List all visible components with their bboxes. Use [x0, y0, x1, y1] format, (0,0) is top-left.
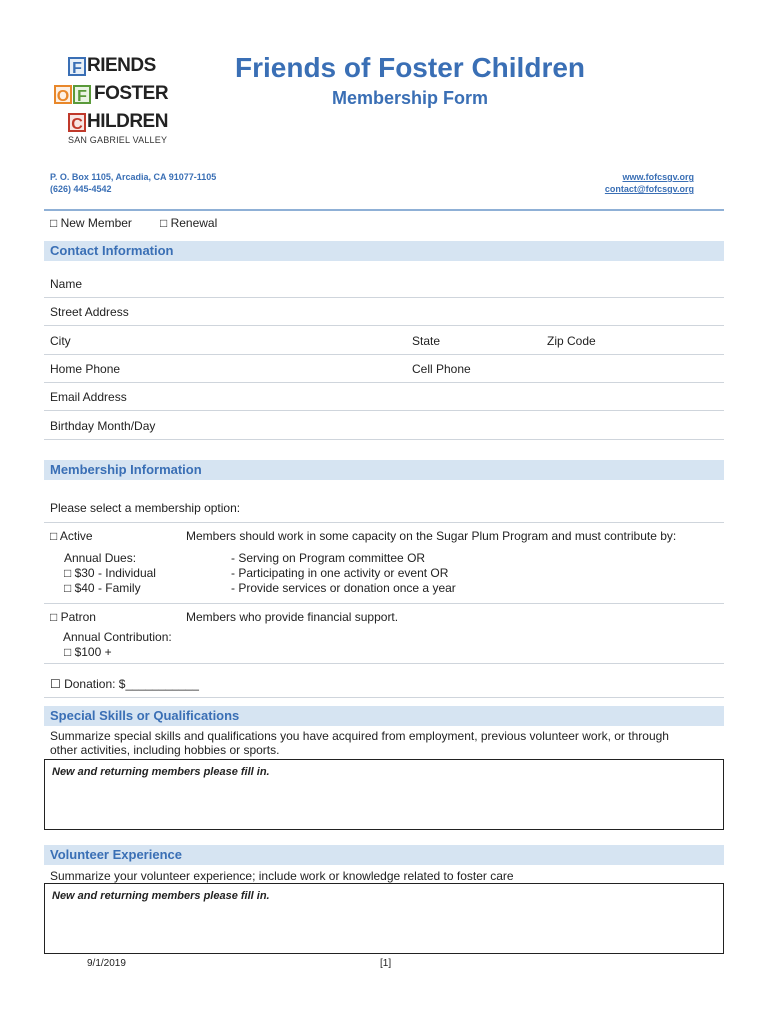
home-phone-label: Home Phone	[50, 362, 121, 376]
divider	[44, 663, 724, 664]
family-checkbox[interactable]: □ $40 - Family	[64, 581, 141, 595]
links-block	[605, 171, 694, 195]
skills-textarea[interactable]	[44, 759, 724, 830]
hundred-checkbox[interactable]: □ $100 +	[64, 645, 112, 659]
email-link[interactable]: contact@fofcsgv.org	[604, 184, 694, 194]
logo-word-hildren: HILDREN	[87, 111, 168, 132]
logo-block-f2: F	[73, 85, 91, 104]
birthday-row[interactable]	[44, 412, 724, 440]
membership-prompt: Please select a membership option:	[50, 501, 241, 515]
address-line: P. O. Box 1105, Arcadia, CA 91077-1105	[50, 172, 217, 182]
page-subtitle: Membership Form	[331, 88, 489, 108]
skills-description-2: other activities, including hobbies or sports.	[50, 743, 280, 757]
divider	[44, 697, 724, 698]
volunteer-section-heading: Volunteer Experience	[44, 845, 724, 865]
individual-checkbox[interactable]: □ $30 - Individual	[64, 566, 156, 580]
logo-block-c: C	[68, 113, 86, 132]
membership-section-heading: Membership Information	[44, 460, 724, 480]
patron-description: Members who provide financial support.	[186, 610, 399, 624]
email-row[interactable]	[44, 383, 724, 411]
logo-word-riends: RIENDS	[87, 55, 156, 76]
skills-section-heading: Special Skills or Qualifications	[44, 706, 724, 726]
logo-block-o: O	[54, 85, 72, 104]
divider	[44, 603, 724, 604]
volunteer-description: Summarize your volunteer experience; include work or knowledge related to foster care	[50, 869, 514, 883]
logo-word-foster: FOSTER	[94, 83, 169, 104]
birthday-label: Birthday Month/Day	[50, 419, 156, 433]
active-description: Members should work in some capacity on the Sugar Plum Program and must contribute by:	[186, 529, 677, 543]
address-block	[50, 171, 216, 195]
logo	[52, 55, 212, 150]
skills-box-label: New and returning members please fill in.	[52, 766, 270, 778]
zip-label: Zip Code	[547, 334, 596, 348]
name-label: Name	[50, 277, 83, 291]
cell-phone-label: Cell Phone	[412, 362, 471, 376]
phone-line: (626) 445-4542	[50, 184, 112, 194]
annual-dues-label: Annual Dues:	[64, 551, 137, 565]
state-label: State	[412, 334, 441, 348]
footer-date: 9/1/2019	[87, 958, 126, 969]
email-label: Email Address	[50, 390, 127, 404]
phone-row[interactable]	[44, 355, 724, 383]
street-label: Street Address	[50, 305, 129, 319]
logo-subtitle: SAN GABRIEL VALLEY	[68, 135, 168, 145]
patron-checkbox[interactable]: □ Patron	[50, 610, 96, 624]
volunteer-box-label: New and returning members please fill in.	[52, 890, 270, 902]
contact-section-heading: Contact Information	[44, 241, 724, 261]
annual-contribution-label: Annual Contribution:	[63, 630, 172, 644]
donation-field[interactable]: ☐ Donation: $___________	[50, 677, 199, 691]
active-bullet-3: - Provide services or donation once a year	[231, 581, 456, 595]
logo-block-f: F	[68, 57, 86, 76]
active-bullet-1: - Serving on Program committee OR	[231, 551, 426, 565]
divider	[44, 522, 724, 523]
website-link[interactable]: www.fofcsgv.org	[622, 172, 694, 182]
renewal-checkbox[interactable]: □ Renewal	[160, 216, 218, 230]
skills-description-1: Summarize special skills and qualifications you have acquired from employment, previous volunteer work, or through	[50, 729, 669, 743]
page-title: Friends of Foster Children	[234, 52, 586, 83]
city-label: City	[50, 334, 71, 348]
header-divider	[44, 209, 724, 211]
name-row[interactable]	[44, 270, 724, 298]
new-member-checkbox[interactable]: □ New Member	[50, 216, 132, 230]
volunteer-textarea[interactable]	[44, 883, 724, 954]
active-bullet-2: - Participating in one activity or event OR	[231, 566, 449, 580]
city-row[interactable]	[44, 327, 724, 355]
street-row[interactable]	[44, 298, 724, 326]
active-checkbox[interactable]: □ Active	[50, 529, 93, 543]
footer-page-number: [1]	[380, 958, 392, 969]
